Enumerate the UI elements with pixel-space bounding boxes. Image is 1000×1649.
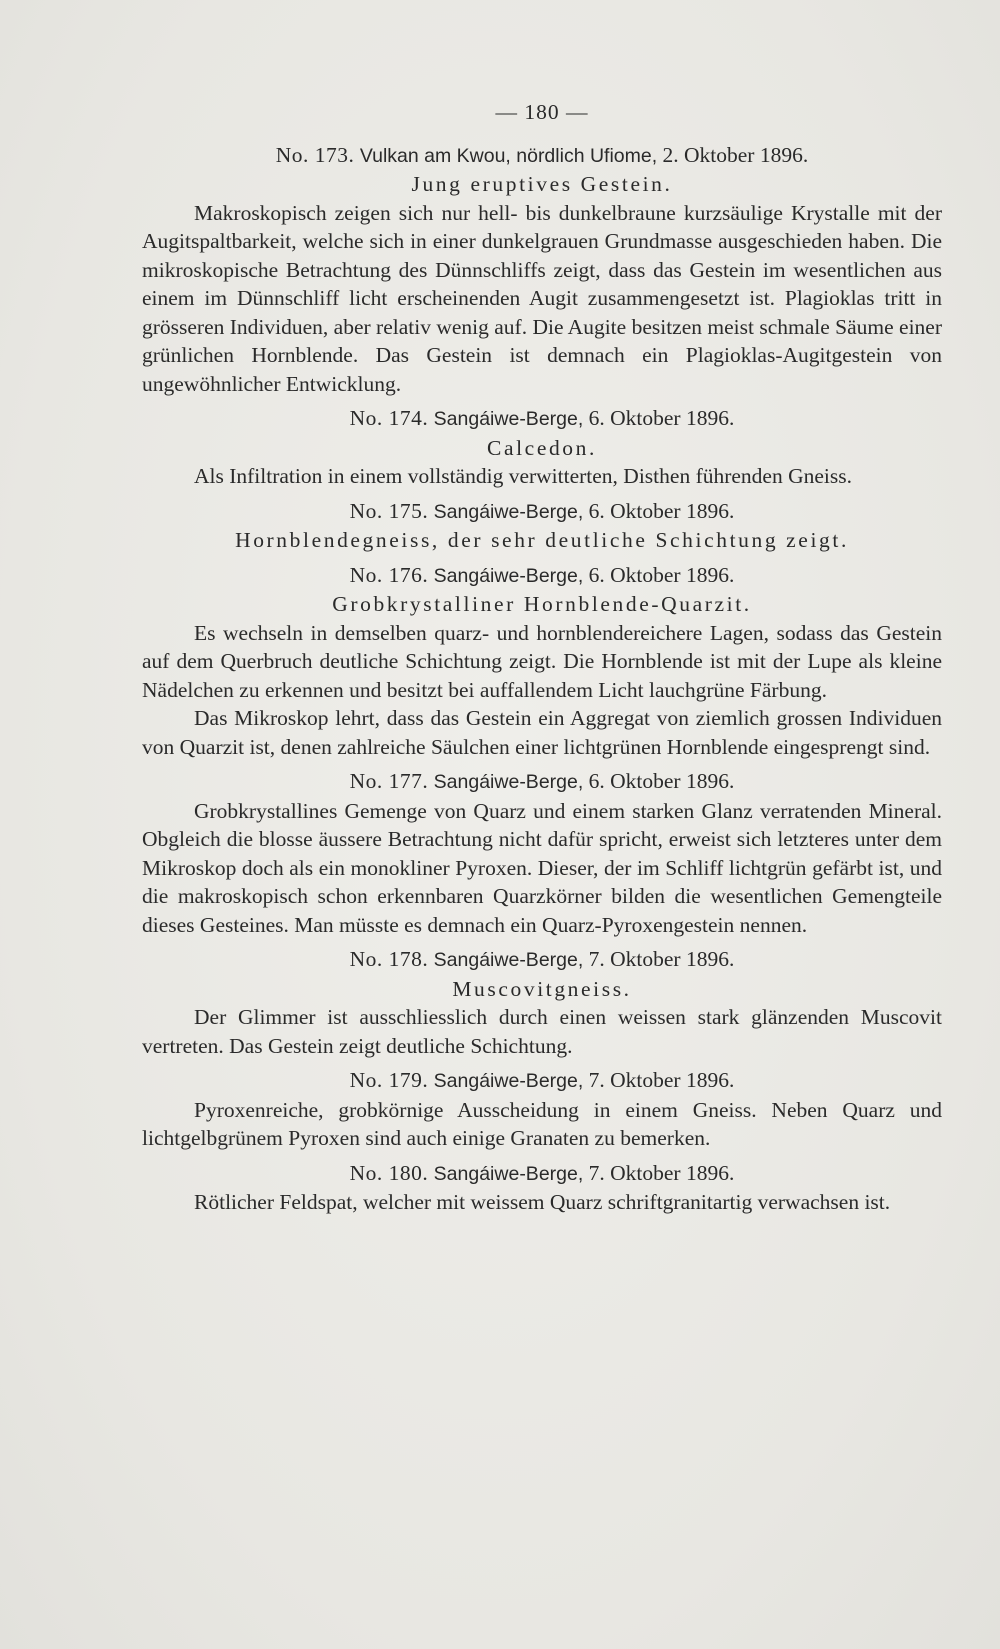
specimen-date: 7. Oktober 1896. xyxy=(588,947,735,971)
specimen-entry xyxy=(142,1066,942,1153)
entry-heading xyxy=(142,497,942,527)
specimen-location: Sangáiwe-Berge, xyxy=(433,1162,584,1185)
specimen-location: Sangáiwe-Berge, xyxy=(433,500,584,523)
specimen-entry xyxy=(142,1159,942,1217)
entry-heading xyxy=(142,945,942,975)
description-paragraph: Der Glimmer ist ausschliesslich durch einen weissen stark glänzenden Muscovit vertreten. Das Gestein zeigt deutliche Schichtung. xyxy=(142,1005,942,1058)
rock-type: Calcedon. xyxy=(487,435,597,460)
specimen-location: Sangáiwe-Berge, xyxy=(433,1070,584,1092)
specimen-location: Sangáiwe-Berge, xyxy=(433,408,584,430)
specimen-date: 2. Oktober 1896. xyxy=(662,142,809,167)
description-paragraph: Als Infiltration in einem vollständig verwitterten, Disthen führenden Gneiss. xyxy=(194,464,852,488)
specimen-location: Sangáiwe-Berge, xyxy=(433,771,584,793)
specimen-entry xyxy=(142,767,942,939)
specimen-date: 6. Oktober 1896. xyxy=(588,769,735,793)
rock-type: Hornblendegneiss, der sehr deutliche Schichtung zeigt. xyxy=(235,528,849,552)
description-paragraph: Das Mikroskop lehrt, dass das Gestein ein Aggregat von ziemlich grossen Individuen von Quarzit ist, denen zahlreiche Säulchen einer lichtgrünen Hornblende eingesprengt sind. xyxy=(142,706,942,759)
specimen-number: No. 177. xyxy=(349,769,429,793)
entry-heading xyxy=(142,141,942,171)
description-paragraph: Pyroxenreiche, grobkörnige Ausscheidung in einem Gneiss. Neben Quarz und lichtgelbgrünem Pyroxen sind auch einige Granaten zu bemerken. xyxy=(142,1097,942,1150)
specimen-date: 6. Oktober 1896. xyxy=(588,406,735,430)
specimen-number: No. 178. xyxy=(349,947,429,971)
entry-heading xyxy=(142,561,942,591)
entry-list xyxy=(142,141,942,1217)
specimen-number: No. 179. xyxy=(349,1068,429,1092)
specimen-number: No. 175. xyxy=(349,498,429,523)
description-paragraph: Es wechseln in demselben quarz- und hornblendereichere Lagen, sodass das Gestein auf dem Querbruch deutliche Schichtung zeigt. Die Hornblende ist mit der Lupe als kleine Nädelchen zu erkennen und besitzt bei auffallendem Licht lauchgrüne Färbung. xyxy=(142,620,942,702)
entry-heading xyxy=(142,404,942,434)
specimen-entry xyxy=(142,561,942,762)
description-paragraph: Makroskopisch zeigen sich nur hell- bis dunkelbraune kurzsäulige Krystalle mit der Augitspaltbarkeit, welche sich in einer dunkelgrauen Grundmasse ausgeschieden haben. Die mikroskopische Betrachtung des Dünnschliffs zeigt, dass das Gestein im wesentlichen aus einem im Dünnschliff licht erscheinenden Augit zusammengesetzt ist. Plagioklas tritt in grösseren Individuen, aber relativ wenig auf. Die Augite besitzen meist schmale Säume einer grünlichen Hornblende. Das Gestein ist demnach ein Plagioklas-Augitgestein von ungewöhnlicher Entwicklung. xyxy=(142,200,943,396)
description-paragraph: Grobkrystallines Gemenge von Quarz und einem starken Glanz verratenden Mineral. Obgleich die blosse äussere Betrachtung nicht dafür spricht, erweist sich letzteres unter dem Mikroskop doch als ein monokliner Pyroxen. Dieser, der im Schliff lichtgrün gefärbt ist, und die makroskopisch schon erkennbaren Quarzkörner bilden die wesentlichen Gemengteile dieses Gesteines. Man müsste es demnach ein Quarz-Pyroxengestein nennen. xyxy=(142,798,942,937)
specimen-number: No. 180. xyxy=(349,1160,429,1185)
specimen-location: Sangáiwe-Berge, xyxy=(433,949,584,971)
specimen-number: No. 173. xyxy=(275,142,355,167)
specimen-date: 6. Oktober 1896. xyxy=(588,562,735,587)
specimen-location: Sangáiwe-Berge, xyxy=(433,564,584,587)
specimen-date: 6. Oktober 1896. xyxy=(588,498,735,523)
description-paragraph: Rötlicher Feldspat, welcher mit weissem Quarz schriftgranitartig verwachsen ist. xyxy=(194,1190,891,1214)
rock-type: Jung eruptives Gestein. xyxy=(411,172,673,196)
specimen-entry xyxy=(142,141,942,399)
specimen-number: No. 176. xyxy=(349,562,429,587)
specimen-entry xyxy=(142,945,942,1060)
entry-heading xyxy=(142,1066,942,1096)
page-number: — 180 — xyxy=(495,100,589,124)
specimen-date: 7. Oktober 1896. xyxy=(588,1160,735,1185)
specimen-number: No. 174. xyxy=(349,406,429,430)
entry-heading xyxy=(142,1159,942,1189)
entry-heading xyxy=(142,767,942,797)
specimen-entry xyxy=(142,497,942,555)
specimen-date: 7. Oktober 1896. xyxy=(588,1068,735,1092)
rock-type: Grobkrystalliner Hornblende-Quarzit. xyxy=(332,592,752,616)
specimen-location: Vulkan am Kwou, nördlich Ufiome, xyxy=(359,144,658,167)
rock-type: Muscovitgneiss. xyxy=(452,976,632,1001)
specimen-entry xyxy=(142,404,942,491)
page-content xyxy=(142,98,942,1217)
